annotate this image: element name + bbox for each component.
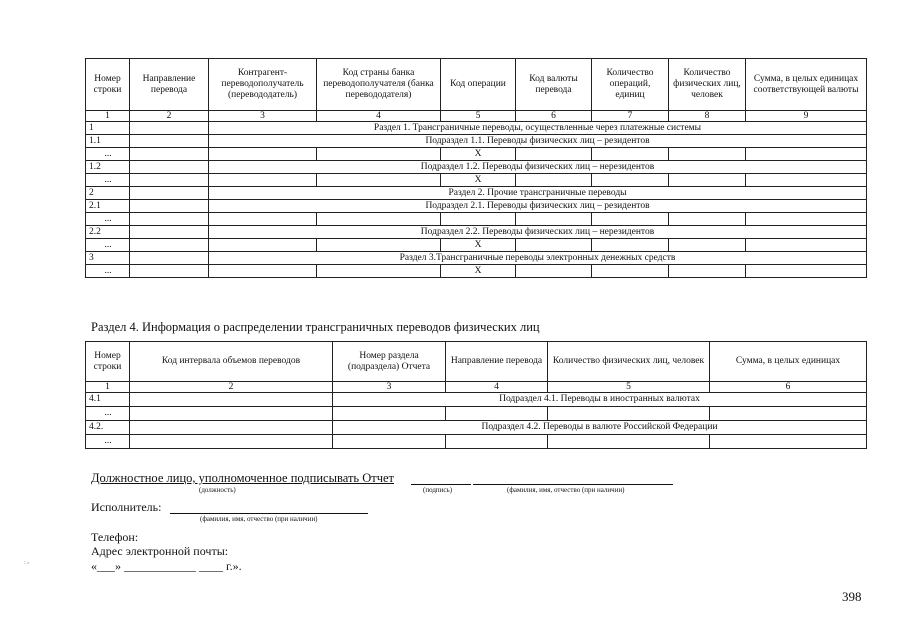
empty-cell (317, 148, 441, 161)
empty-cell (669, 174, 746, 187)
signature-line (411, 484, 471, 485)
empty-cell (130, 226, 209, 239)
row-number: 4.2. (86, 421, 130, 435)
section-title-row (86, 135, 867, 148)
header-cell: Код валюты перевода (516, 59, 592, 111)
transfers-table (85, 58, 867, 278)
table-row (86, 407, 867, 421)
header-cell: Сумма, в целых единицах (710, 342, 867, 382)
empty-cell (516, 174, 592, 187)
column-number: 6 (516, 111, 592, 122)
row-number: ... (86, 239, 130, 252)
section-title: Подраздел 4.2. Переводы в валюте Российской Федерации (333, 421, 867, 435)
empty-cell (209, 148, 317, 161)
section-title-row (86, 161, 867, 174)
row-number: 2.2 (86, 226, 130, 239)
column-number-row (86, 111, 867, 122)
page-number: 398 (842, 589, 862, 604)
empty-cell (130, 161, 209, 174)
empty-cell (130, 135, 209, 148)
header-cell: Код операции (441, 59, 516, 111)
empty-cell (333, 407, 446, 421)
distribution-table (85, 341, 867, 449)
row-number: 1 (86, 122, 130, 135)
empty-cell (130, 239, 209, 252)
section-title: Подраздел 1.2. Переводы физических лиц – нерезидентов (209, 161, 867, 174)
executor-fio-caption: (фамилия, имя, отчество (при наличии) (200, 515, 318, 523)
empty-cell (209, 213, 317, 226)
empty-cell (446, 435, 548, 449)
row-number: ... (86, 435, 130, 449)
section-title: Раздел 2. Прочие трансграничные переводы (209, 187, 867, 200)
column-number: 3 (333, 382, 446, 393)
section-title-row (86, 187, 867, 200)
empty-cell (130, 148, 209, 161)
column-number: 7 (592, 111, 669, 122)
table-row (86, 435, 867, 449)
column-number: 4 (446, 382, 548, 393)
row-number: ... (86, 265, 130, 278)
signature-caption: (подпись) (423, 486, 453, 494)
row-number: 1.1 (86, 135, 130, 148)
column-number: 5 (441, 111, 516, 122)
empty-cell (516, 148, 592, 161)
x-mark: X (441, 148, 516, 161)
empty-cell (130, 407, 333, 421)
column-number: 4 (317, 111, 441, 122)
table-header-row (86, 59, 867, 111)
executor-label: Исполнитель: (91, 500, 162, 514)
section-title: Подраздел 4.1. Переводы в иностранных валютах (333, 393, 867, 407)
scan-mark: : › (24, 560, 30, 566)
table-row (86, 213, 867, 226)
section-4-title: Раздел 4. Информация о распределении трансграничных переводов физических лиц (91, 320, 540, 334)
distribution-table-body (86, 342, 867, 449)
table-row (86, 265, 867, 278)
header-cell: Направление перевода (130, 59, 209, 111)
empty-cell (669, 265, 746, 278)
column-number: 1 (86, 111, 130, 122)
empty-cell (746, 213, 867, 226)
empty-cell (746, 265, 867, 278)
column-number: 6 (710, 382, 867, 393)
table-row (86, 148, 867, 161)
section-title: Раздел 1. Трансграничные переводы, осуществленные через платежные системы (209, 122, 867, 135)
empty-cell (516, 265, 592, 278)
empty-cell (592, 148, 669, 161)
table-row (86, 239, 867, 252)
header-cell: Контрагент-переводополучатель (перевододатель) (209, 59, 317, 111)
empty-cell (592, 174, 669, 187)
column-number: 2 (130, 382, 333, 393)
empty-cell (130, 435, 333, 449)
empty-cell (516, 239, 592, 252)
section-title-row (86, 421, 867, 435)
empty-cell (592, 213, 669, 226)
header-cell: Направление перевода (446, 342, 548, 382)
row-number: 4.1 (86, 393, 130, 407)
empty-cell (710, 435, 867, 449)
empty-cell (710, 407, 867, 421)
empty-cell (209, 265, 317, 278)
empty-cell (130, 174, 209, 187)
column-number: 5 (548, 382, 710, 393)
executor-line (170, 513, 368, 514)
empty-cell (746, 174, 867, 187)
section-title: Раздел 3.Трансграничные переводы электронных денежных средств (209, 252, 867, 265)
empty-cell (746, 148, 867, 161)
column-number: 8 (669, 111, 746, 122)
header-cell: Номер строки (86, 342, 130, 382)
empty-cell (130, 393, 333, 407)
empty-cell (516, 213, 592, 226)
header-cell: Номер раздела (подраздела) Отчета (333, 342, 446, 382)
empty-cell (317, 213, 441, 226)
phone-label: Телефон: (91, 530, 139, 544)
empty-cell (130, 252, 209, 265)
x-mark: X (441, 265, 516, 278)
empty-cell (592, 265, 669, 278)
empty-cell (669, 148, 746, 161)
header-cell: Сумма, в целых единицах соответствующей валюты (746, 59, 867, 111)
official-label: Должностное лицо, уполномоченное подписывать Отчет (91, 471, 395, 485)
section-title-row (86, 122, 867, 135)
empty-cell (446, 407, 548, 421)
x-mark: X (441, 239, 516, 252)
empty-cell (592, 239, 669, 252)
empty-cell (130, 265, 209, 278)
empty-cell (548, 435, 710, 449)
table-row (86, 174, 867, 187)
position-caption: (должность) (199, 486, 236, 494)
empty-cell (548, 407, 710, 421)
table-header-row (86, 342, 867, 382)
header-cell: Количество операций, единиц (592, 59, 669, 111)
fio-line (473, 484, 673, 485)
empty-cell (317, 265, 441, 278)
row-number: 2.1 (86, 200, 130, 213)
header-cell: Код страны банка переводополучателя (банка перевододателя) (317, 59, 441, 111)
column-number: 9 (746, 111, 867, 122)
empty-cell (209, 239, 317, 252)
section-title: Подраздел 2.2. Переводы физических лиц – нерезидентов (209, 226, 867, 239)
empty-cell (317, 174, 441, 187)
email-label: Адрес электронной почты: (91, 544, 229, 558)
empty-cell (317, 239, 441, 252)
empty-cell (130, 213, 209, 226)
transfers-table-body (86, 59, 867, 278)
section-title: Подраздел 2.1. Переводы физических лиц – резидентов (209, 200, 867, 213)
row-number: ... (86, 407, 130, 421)
empty-cell (209, 174, 317, 187)
row-number: 3 (86, 252, 130, 265)
column-number-row (86, 382, 867, 393)
column-number: 3 (209, 111, 317, 122)
header-cell: Код интервала объемов переводов (130, 342, 333, 382)
section-title-row (86, 252, 867, 265)
header-cell: Количество физических лиц, человек (669, 59, 746, 111)
section-title-row (86, 393, 867, 407)
header-cell: Количество физических лиц, человек (548, 342, 710, 382)
empty-cell (130, 122, 209, 135)
row-number: ... (86, 148, 130, 161)
empty-cell (333, 435, 446, 449)
row-number: ... (86, 213, 130, 226)
empty-cell (669, 239, 746, 252)
date-line: «___» ____________ ____ г.». (91, 559, 242, 573)
empty-cell (746, 239, 867, 252)
row-number: 1.2 (86, 161, 130, 174)
column-number: 1 (86, 382, 130, 393)
header-cell: Номер строки (86, 59, 130, 111)
section-title: Подраздел 1.1. Переводы физических лиц – резидентов (209, 135, 867, 148)
section-title-row (86, 226, 867, 239)
empty-cell (130, 187, 209, 200)
section-title-row (86, 200, 867, 213)
row-number: 2 (86, 187, 130, 200)
column-number: 2 (130, 111, 209, 122)
empty-cell (130, 421, 333, 435)
x-mark: X (441, 174, 516, 187)
x-mark (441, 213, 516, 226)
fio-caption: (фамилия, имя, отчество (при наличии) (507, 486, 625, 494)
empty-cell (669, 213, 746, 226)
row-number: ... (86, 174, 130, 187)
empty-cell (130, 200, 209, 213)
